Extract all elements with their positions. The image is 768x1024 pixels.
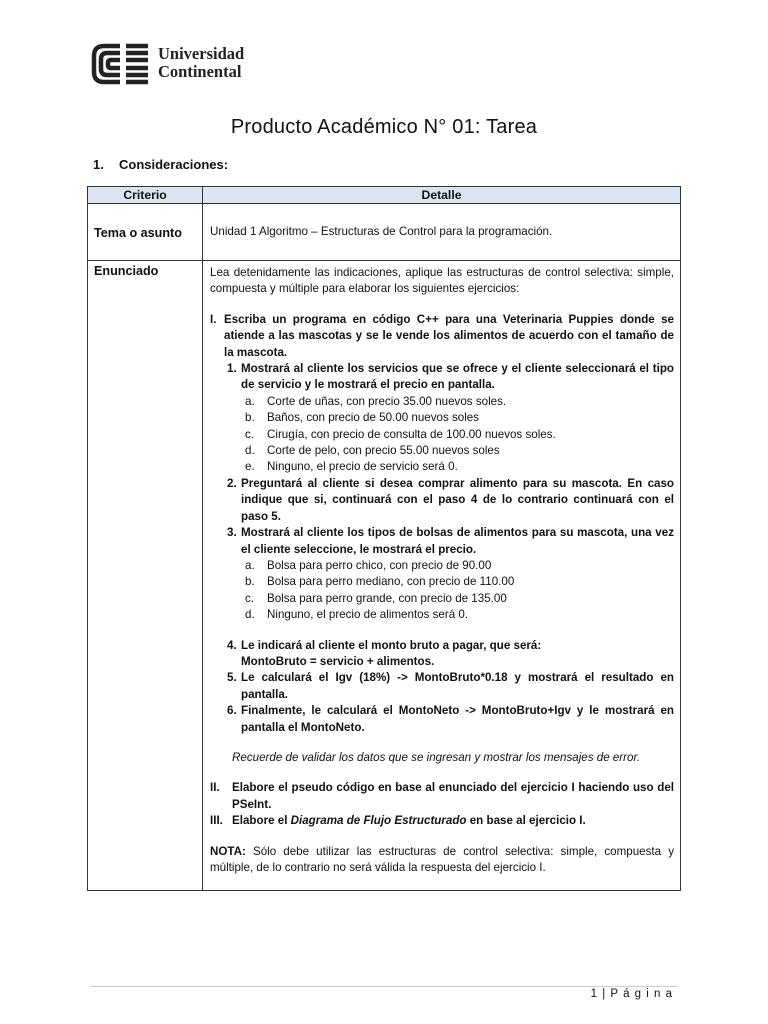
note-label: NOTA: xyxy=(210,844,246,858)
column-header-criterio: Criterio xyxy=(88,187,203,204)
considerations-table xyxy=(87,186,681,891)
logo-line-2: Continental xyxy=(158,62,242,81)
row-label-enunciado: Enunciado xyxy=(88,261,203,891)
table-row xyxy=(88,261,681,891)
note-paragraph xyxy=(210,844,674,877)
list-item: d. Ninguno, el precio de alimentos será 0. xyxy=(245,608,469,622)
flowchart-term: Diagrama de Flujo Estructurado xyxy=(290,814,467,828)
row-value-tema: Unidad 1 Algoritmo – Estructuras de Control para la programación. xyxy=(203,204,681,261)
step-1: 1. Mostrará al cliente los servicios que se ofrece y el cliente seleccionará el tipo de servicio y le mostrará el precio en pantalla. xyxy=(227,362,674,392)
table-header-row xyxy=(88,187,681,204)
table-row xyxy=(88,204,681,261)
part-i: I. Escriba un programa en código C++ para una Veterinaria Puppies donde se atiende a las mascotas y se le vende los alimentos de acuerdo con el tamaño de la mascota. xyxy=(210,312,674,359)
step-2: 2. Preguntará al cliente si desea comprar alimento para su mascota. En caso indique que si, continuará con el paso 4 de lo contrario continuará con el paso 5. xyxy=(227,476,674,523)
list-item: c. Cirugía, con precio de consulta de 100.00 nuevos soles. xyxy=(245,427,556,441)
part-ii: II. Elabore el pseudo código en base al enunciado del ejercicio I haciendo uso del PSeInt. xyxy=(210,781,674,811)
list-item: e. Ninguno, el precio de servicio será 0. xyxy=(245,460,458,474)
services-list xyxy=(210,394,674,476)
section-number: 1. xyxy=(93,157,104,172)
step-6: 6. Finalmente, le calculará el MontoNeto -> MontoBruto+Igv y le mostrará en pantalla el MontoNeto. xyxy=(227,704,674,734)
list-item: b. Bolsa para perro mediano, con precio de 110.00 xyxy=(245,575,515,589)
list-item: a. Bolsa para perro chico, con precio de 90.00 xyxy=(245,558,492,572)
page-number: 1 | P á g i n a xyxy=(590,988,673,1000)
list-item: d. Corte de pelo, con precio 55.00 nuevos soles xyxy=(245,444,500,458)
page-title: Producto Académico N° 01: Tarea xyxy=(230,116,538,138)
step-4-text: Le indicará al cliente el monto bruto a pagar, que será: xyxy=(241,638,542,652)
step-4-formula: MontoBruto = servicio + alimentos. xyxy=(241,654,435,668)
logo-emblem-icon xyxy=(90,42,152,86)
validation-reminder: Recuerde de validar los datos que se ingresan y mostrar los mensajes de error. xyxy=(232,750,641,764)
enunciado-cell xyxy=(203,261,681,891)
section-heading xyxy=(93,157,228,172)
row-label-tema: Tema o asunto xyxy=(88,204,203,261)
step-5: 5. Le calculará el Igv (18%) -> MontoBruto*0.18 y mostrará el resultado en pantalla. xyxy=(227,671,674,701)
bags-list xyxy=(210,558,674,624)
section-label: Consideraciones: xyxy=(119,157,229,172)
note-text: Sólo debe utilizar las estructuras de control selectiva: simple, compuesta y múltiple, de lo contrario no será válida la respuesta del ejercicio I. xyxy=(210,844,674,874)
column-header-detalle: Detalle xyxy=(203,187,681,204)
step-4: 4. Le indicará al cliente el monto bruto a pagar, que será: MontoBruto = servicio + alimentos. xyxy=(227,638,542,668)
university-logo xyxy=(90,42,260,86)
intro-text: Lea detenidamente las indicaciones, aplique las estructuras de control selectiva: simple, compuesta y múltiple para elaborar los siguientes ejercicios: xyxy=(210,266,674,296)
part-iii: III. Elabore el Diagrama de Flujo Estructurado en base al ejercicio I. xyxy=(210,814,586,828)
list-item: b. Baños, con precio de 50.00 nuevos soles xyxy=(245,411,480,425)
logo-line-1: Universidad xyxy=(158,44,245,63)
list-item: c. Bolsa para perro grande, con precio de 135.00 xyxy=(245,591,507,605)
list-item: a. Corte de uñas, con precio 35.00 nuevos soles. xyxy=(245,394,507,408)
footer-divider xyxy=(90,986,678,987)
step-3: 3. Mostrará al cliente los tipos de bolsas de alimentos para su mascota, una vez el cliente seleccione, le mostrará el precio. xyxy=(227,526,674,556)
